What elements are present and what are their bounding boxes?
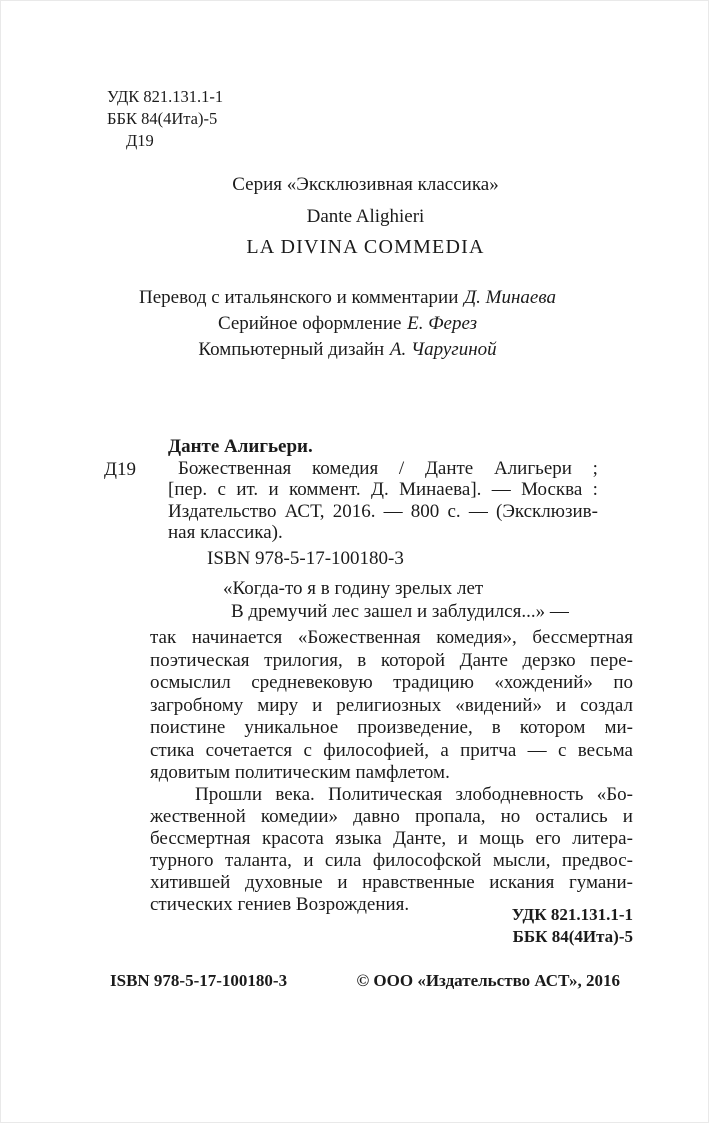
footer [110, 971, 620, 991]
word: средневековую [251, 672, 373, 693]
word: но [500, 806, 521, 827]
word: таланта, [224, 850, 292, 871]
text-line: ядовитым политическим памфлетом. [150, 762, 450, 783]
word: остались [535, 806, 608, 827]
word: загробному [150, 694, 244, 716]
word: мысли, [492, 850, 551, 871]
word: «видений» [455, 694, 542, 716]
word: языка [335, 828, 382, 849]
word: Данте [459, 649, 508, 671]
bottom-classification-codes [512, 904, 633, 948]
word: религиозных [336, 694, 442, 716]
word: притча [460, 739, 517, 761]
word: Москва [521, 479, 583, 500]
word: а [440, 739, 449, 761]
word: искания [489, 872, 555, 893]
word: поистине [150, 717, 226, 738]
word: уникальное [244, 717, 339, 738]
text-line [150, 806, 633, 828]
word: «Бо- [596, 784, 633, 805]
text-line [150, 784, 633, 806]
word: комедии» [260, 806, 339, 827]
author-sign-code: Д19 [126, 131, 154, 150]
text-line [150, 872, 633, 894]
word: Алигьери [493, 457, 572, 479]
text-line [150, 850, 633, 872]
word: бессмертная [150, 828, 251, 849]
word: так [150, 627, 177, 648]
word: АСТ, [284, 500, 325, 522]
word: с. [447, 500, 461, 522]
translation-credit [0, 285, 695, 311]
text-line [150, 650, 633, 673]
word: и [303, 850, 314, 871]
margin-author-sign: Д19 [104, 459, 136, 480]
computer-design-credit [0, 337, 695, 363]
bib-author-bold: Данте Алигьери. [168, 436, 313, 457]
text-line [150, 672, 633, 695]
text-line: стических гениев Возрождения. [150, 894, 410, 915]
footer-isbn: ISBN 978-5-17-100180-3 [110, 971, 288, 990]
word: с [217, 479, 226, 500]
word: Прошли [195, 784, 263, 805]
credit-person: Е. Ферез [407, 313, 478, 334]
word: Данте, [393, 828, 447, 849]
word: котором [519, 717, 586, 738]
annotation-paragraph-2 [150, 784, 633, 916]
word: трилогия, [264, 649, 343, 671]
word: предвос- [561, 850, 633, 871]
text-line [150, 695, 633, 718]
word: и [457, 828, 468, 849]
word: и [268, 479, 279, 500]
word: — [527, 739, 547, 761]
word: ми- [604, 717, 633, 738]
word: которой [380, 649, 446, 671]
bbk-code-bottom: ББК 84(4Ита)-5 [512, 927, 633, 946]
word: злободневность [455, 784, 584, 805]
text-line [150, 627, 633, 650]
word: сочетается [205, 739, 293, 761]
word: комедия [312, 457, 379, 479]
isbn-number: ISBN 978-5-17-100180-3 [207, 548, 404, 569]
quote-line: В дремучий лес зашел и заблудился...» — [231, 600, 569, 622]
word: миру [257, 694, 299, 716]
author-name-latin: Dante Alighieri [306, 206, 425, 227]
word: хитившей [150, 872, 231, 893]
text-line [168, 479, 598, 501]
word: и [337, 872, 348, 893]
word: Данте [424, 457, 474, 479]
word: Минаева]. [399, 479, 482, 500]
annotation-paragraph-1 [150, 627, 633, 785]
quote-line: «Когда-то я в годину зрелых лет [223, 578, 484, 599]
word: [пер. [168, 479, 208, 500]
word: века. [275, 784, 315, 805]
word: весьма [577, 739, 633, 761]
word: давно [353, 806, 400, 827]
word: философской [372, 850, 482, 871]
credit-person: Д. Минаева [464, 287, 556, 308]
word: гумани- [568, 872, 633, 893]
word: пере- [590, 649, 633, 671]
word: с [303, 739, 312, 761]
word: турного [150, 850, 214, 871]
word: создал [580, 694, 633, 716]
credits-block [0, 285, 695, 363]
word: — [468, 500, 488, 522]
word: 2016. [332, 500, 376, 522]
word: поэтическая [150, 649, 250, 671]
word: красота [262, 828, 324, 849]
word: нравственные [362, 872, 475, 893]
udk-code-bottom: УДК 821.131.1-1 [511, 905, 633, 924]
footer-copyright: © ООО «Издательство АСТ», 2016 [356, 971, 620, 990]
word: Божественная [178, 457, 292, 479]
word: сила [324, 850, 362, 871]
word: «хождений» [494, 672, 593, 693]
word: Издательство [168, 500, 277, 522]
credit-person: А. Чаругиной [389, 339, 497, 360]
word: — [491, 479, 511, 500]
word: начинается [191, 627, 283, 648]
word: осмыслил [150, 672, 231, 693]
word: литера- [572, 828, 633, 849]
word: «Божественная [297, 627, 421, 648]
word: произведение, [357, 717, 473, 738]
word: / [398, 457, 405, 479]
bibliographic-record [168, 436, 598, 544]
word: и [312, 694, 323, 716]
word: стика [150, 739, 195, 761]
word: 800 [410, 500, 440, 522]
book-title-latin: LA DIVINA COMMEDIA [246, 236, 485, 258]
credit-label: Перевод с итальянского и комментарии [139, 287, 459, 308]
word: и [622, 806, 633, 827]
word: (Эксклюзив- [496, 500, 598, 522]
word: Политическая [328, 784, 443, 805]
word: ит. [236, 479, 259, 500]
word: его [535, 828, 561, 849]
epigraph-quote [223, 578, 569, 623]
word: жественной [150, 806, 246, 827]
top-classification-codes [107, 86, 223, 152]
bib-description [168, 458, 598, 544]
text-line [150, 717, 633, 740]
word: по [613, 672, 633, 693]
bbk-code: ББК 84(4Ита)-5 [107, 109, 218, 128]
word: Д. [371, 479, 389, 500]
credit-label: Серийное оформление [217, 313, 402, 334]
word: с [557, 739, 567, 761]
word: и [555, 694, 567, 716]
word: бессмертная [532, 627, 633, 648]
word: коммент. [288, 479, 361, 500]
udk-code: УДК 821.131.1-1 [107, 87, 224, 106]
word: пропала, [414, 806, 486, 827]
word: мощь [479, 828, 525, 849]
text-line [168, 458, 598, 480]
word: дерзко [522, 649, 576, 671]
series-design-credit [0, 311, 695, 337]
word: — [383, 500, 403, 522]
text-line: ная классика). [168, 522, 283, 543]
word: : [592, 479, 598, 500]
word: традицию [393, 672, 474, 693]
word: ; [592, 457, 598, 479]
credit-label: Компьютерный дизайн [198, 339, 385, 360]
word: комедия», [436, 627, 517, 648]
word: в [491, 717, 501, 738]
word: в [357, 649, 367, 671]
text-line [168, 501, 598, 523]
word: духовные [244, 872, 323, 893]
text-line [150, 828, 633, 850]
text-line [150, 740, 633, 763]
series-title: Серия «Эксклюзивная классика» [232, 174, 499, 195]
word: философией, [323, 739, 429, 761]
